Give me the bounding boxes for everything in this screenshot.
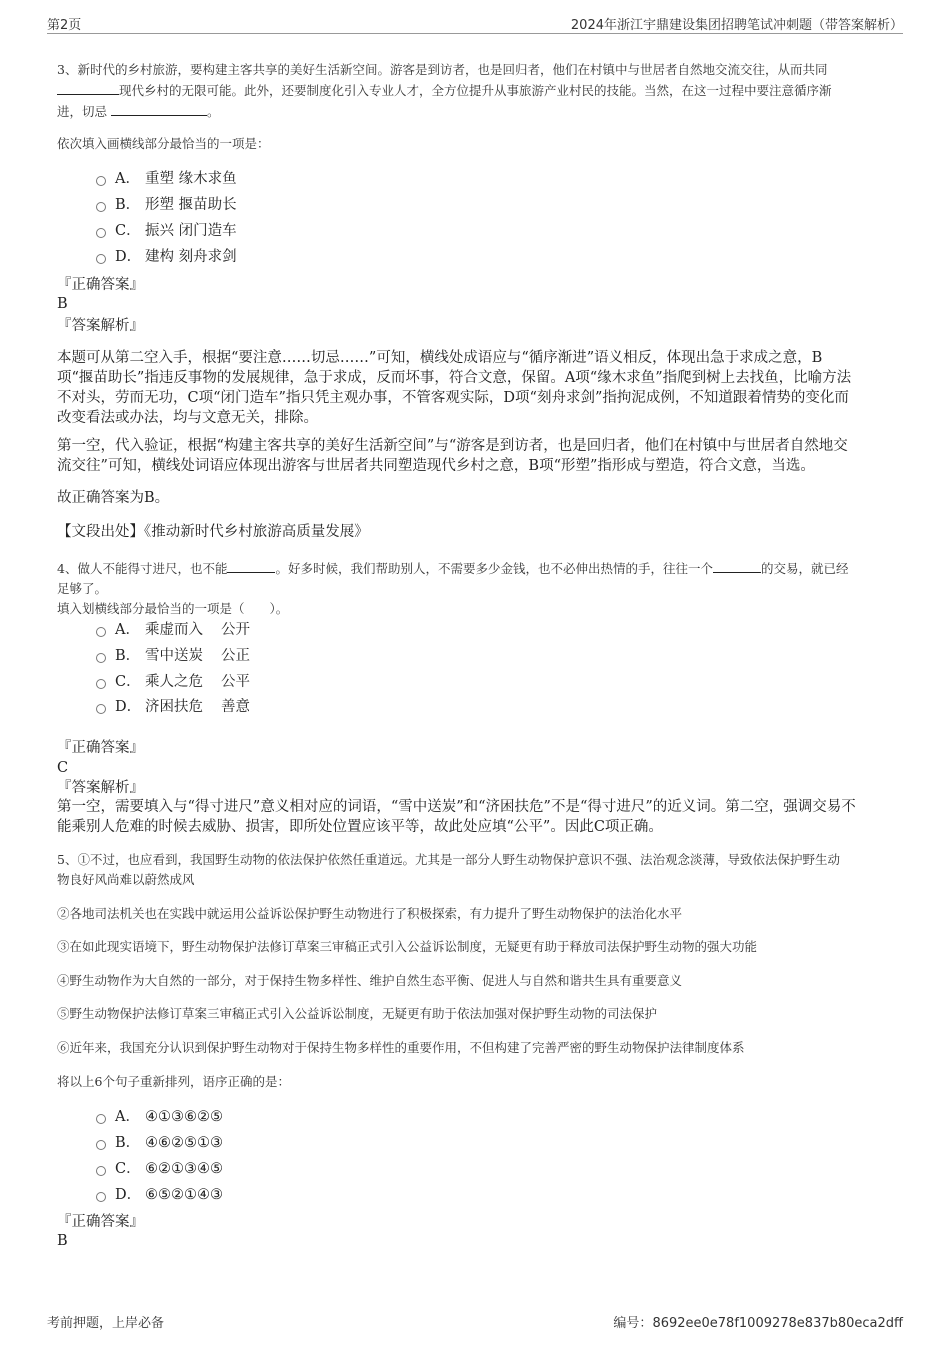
radio-icon[interactable] [96,704,106,714]
q5-option-d[interactable]: D． ⑥⑤②①④③ [96,1184,223,1206]
radio-icon[interactable] [96,627,106,637]
q5-sentence-3: ③在如此现实语境下，野生动物保护法修订草案三审稿正式引入公益诉讼制度，无疑更有助于释放司法保护野生动物的强大功能 [57,939,758,954]
q5-prompt: 将以上6个句子重新排列，语序正确的是： [57,1074,290,1089]
q5-sentence-4: ④野生动物作为大自然的一部分，对于保持生物多样性、维护自然生态平衡、促进人与自然和谐共生具有重要意义 [57,973,683,988]
q4-option-a[interactable]: A． 乘虚而入 公开 [96,619,250,641]
q5-option-b[interactable]: B． ④⑥②⑤①③ [96,1132,223,1154]
q4-answer-label: 『正确答案』 [57,740,144,756]
q3-blank-1 [57,80,119,95]
q4-stem: 4、做人不能得寸进尺，也不能 。好多时候，我们帮助别人，不需要多少金钱，也不必伸出热情的手，往往一个 的交易，就已经 足够了。 填入划横线部分最恰当的一项是（ ）。 [57,558,897,619]
q5-answer: B [57,1233,68,1249]
q3-option-b[interactable]: B． 形塑 揠苗助长 [96,194,237,216]
header-divider [47,33,903,34]
q3-prompt: 依次填入画横线部分最恰当的一项是： [57,136,270,151]
q3-analysis-para1: 本题可从第二空入手，根据“要注意……切忌……”可知，横线处成语应与“循序渐进”语义相反，体现出急于求成之意，B 项“揠苗助长”指违反事物的发展规律，急于求成，反而坏事，符合文意，保留。A项“缘木求鱼”指爬到树上去找鱼，比喻方法 不对头，劳而无功，C项“闭门造车”指只凭主观办事，不管客观实际，D项“刻舟求剑”指拘泥成例，不知道跟着情势的变化而 改变看法或办法，均与文意无关，排除。 [57,350,852,426]
radio-icon[interactable] [96,202,106,212]
q3-answer-label: 『正确答案』 [57,277,144,293]
page-number: 第2页 [47,18,82,33]
q5-answer-label: 『正确答案』 [57,1214,144,1230]
q3-option-c[interactable]: C． 振兴 闭门造车 [96,220,237,242]
radio-icon[interactable] [96,1140,106,1150]
radio-icon[interactable] [96,1114,106,1124]
q5-sentence-6: ⑥近年来，我国充分认识到保护野生动物对于保持生物多样性的重要作用，不但构建了完善严密的野生动物保护法律制度体系 [57,1040,745,1055]
q4-answer: C [57,760,69,776]
q4-analysis-label: 『答案解析』 [57,780,144,796]
q4-blank-1 [227,558,275,573]
radio-icon[interactable] [96,176,106,186]
q3-answer: B [57,296,68,312]
q3-source: 【文段出处】《推动新时代乡村旅游高质量发展》 [57,524,369,540]
footer-slogan: 考前押题，上岸必备 [47,1316,165,1331]
q4-option-d[interactable]: D． 济困扶危 善意 [96,696,250,718]
radio-icon[interactable] [96,679,106,689]
q5-option-c[interactable]: C． ⑥②①③④⑤ [96,1158,223,1180]
document-title: 2024年浙江宇鼎建设集团招聘笔试冲刺题（带答案解析） [570,18,903,33]
radio-icon[interactable] [96,1192,106,1202]
q4-analysis: 第一空，需要填入与“得寸进尺”意义相对应的词语，“雪中送炭”和“济困扶危”不是“得寸进尺”的近义词。第二空，强调交易不 能乘别人危难的时候去威胁、损害，即所处位置应该平等，故此处应填“公平”。因此C项正确。 [57,799,856,835]
q3-analysis-para2: 第一空，代入验证，根据“构建主客共享的美好生活新空间”与“游客是到访者，也是回归者，他们在村镇中与世居者自然地交 流交往”可知，横线处词语应体现出游客与世居者共同塑造现代乡村之意，B项“形塑”指形成与塑造，符合文意，当选。 [57,438,848,474]
q3-stem-line3: 进，切忌 [57,104,108,119]
radio-icon[interactable] [96,254,106,264]
q3-stem-line2: 现代乡村的无限可能。此外，还要制度化引入专业人才，全方位提升从事旅游产业村民的技能。当然，在这一过程中要注意循序渐 [119,83,832,98]
q3-stem: 3、新时代的乡村旅游，要构建主客共享的美好生活新空间。游客是到访者，也是回归者，他们在村镇中与世居者自然地交流交往，从而共同 现代乡村的无限可能。此外，还要制度化引入专业人才，全方位提升从事旅游产业村民的技能。当然，在这一过程中要注意循序渐 进，切忌 。 [57,60,897,122]
q4-prompt: 填入划横线部分最恰当的一项是（ ）。 [57,601,289,616]
q5-sentence-2: ②各地司法机关也在实践中就运用公益诉讼保护野生动物进行了积极探索，有力提升了野生动物保护的法治化水平 [57,906,683,921]
q3-option-a[interactable]: A． 重塑 缘木求鱼 [96,168,237,190]
q4-blank-2 [713,558,761,573]
q4-option-c[interactable]: C． 乘人之危 公平 [96,671,250,693]
radio-icon[interactable] [96,228,106,238]
footer-code: 编号：8692ee0e78f1009278e837b80eca2dff [613,1316,903,1331]
q3-stem-line1: 3、新时代的乡村旅游，要构建主客共享的美好生活新空间。游客是到访者，也是回归者，他们在村镇中与世居者自然地交流交往，从而共同 [57,62,828,77]
q3-conclusion: 故正确答案为B。 [57,490,170,506]
q5-option-a[interactable]: A． ④①③⑥②⑤ [96,1106,223,1128]
q3-blank-2 [111,101,207,116]
q5-sentence-1: 5、①不过，也应看到，我国野生动物的依法保护依然任重道远。尤其是一部分人野生动物保护意识不强、法治观念淡薄，导致依法保护野生动 物良好风尚难以蔚然成风 [57,852,840,887]
radio-icon[interactable] [96,653,106,663]
q3-option-d[interactable]: D． 建构 刻舟求剑 [96,246,237,268]
q4-option-b[interactable]: B． 雪中送炭 公正 [96,645,250,667]
radio-icon[interactable] [96,1166,106,1176]
q5-sentence-5: ⑤野生动物保护法修订草案三审稿正式引入公益诉讼制度，无疑更有助于依法加强对保护野生动物的司法保护 [57,1006,658,1021]
q3-analysis-label: 『答案解析』 [57,318,144,334]
